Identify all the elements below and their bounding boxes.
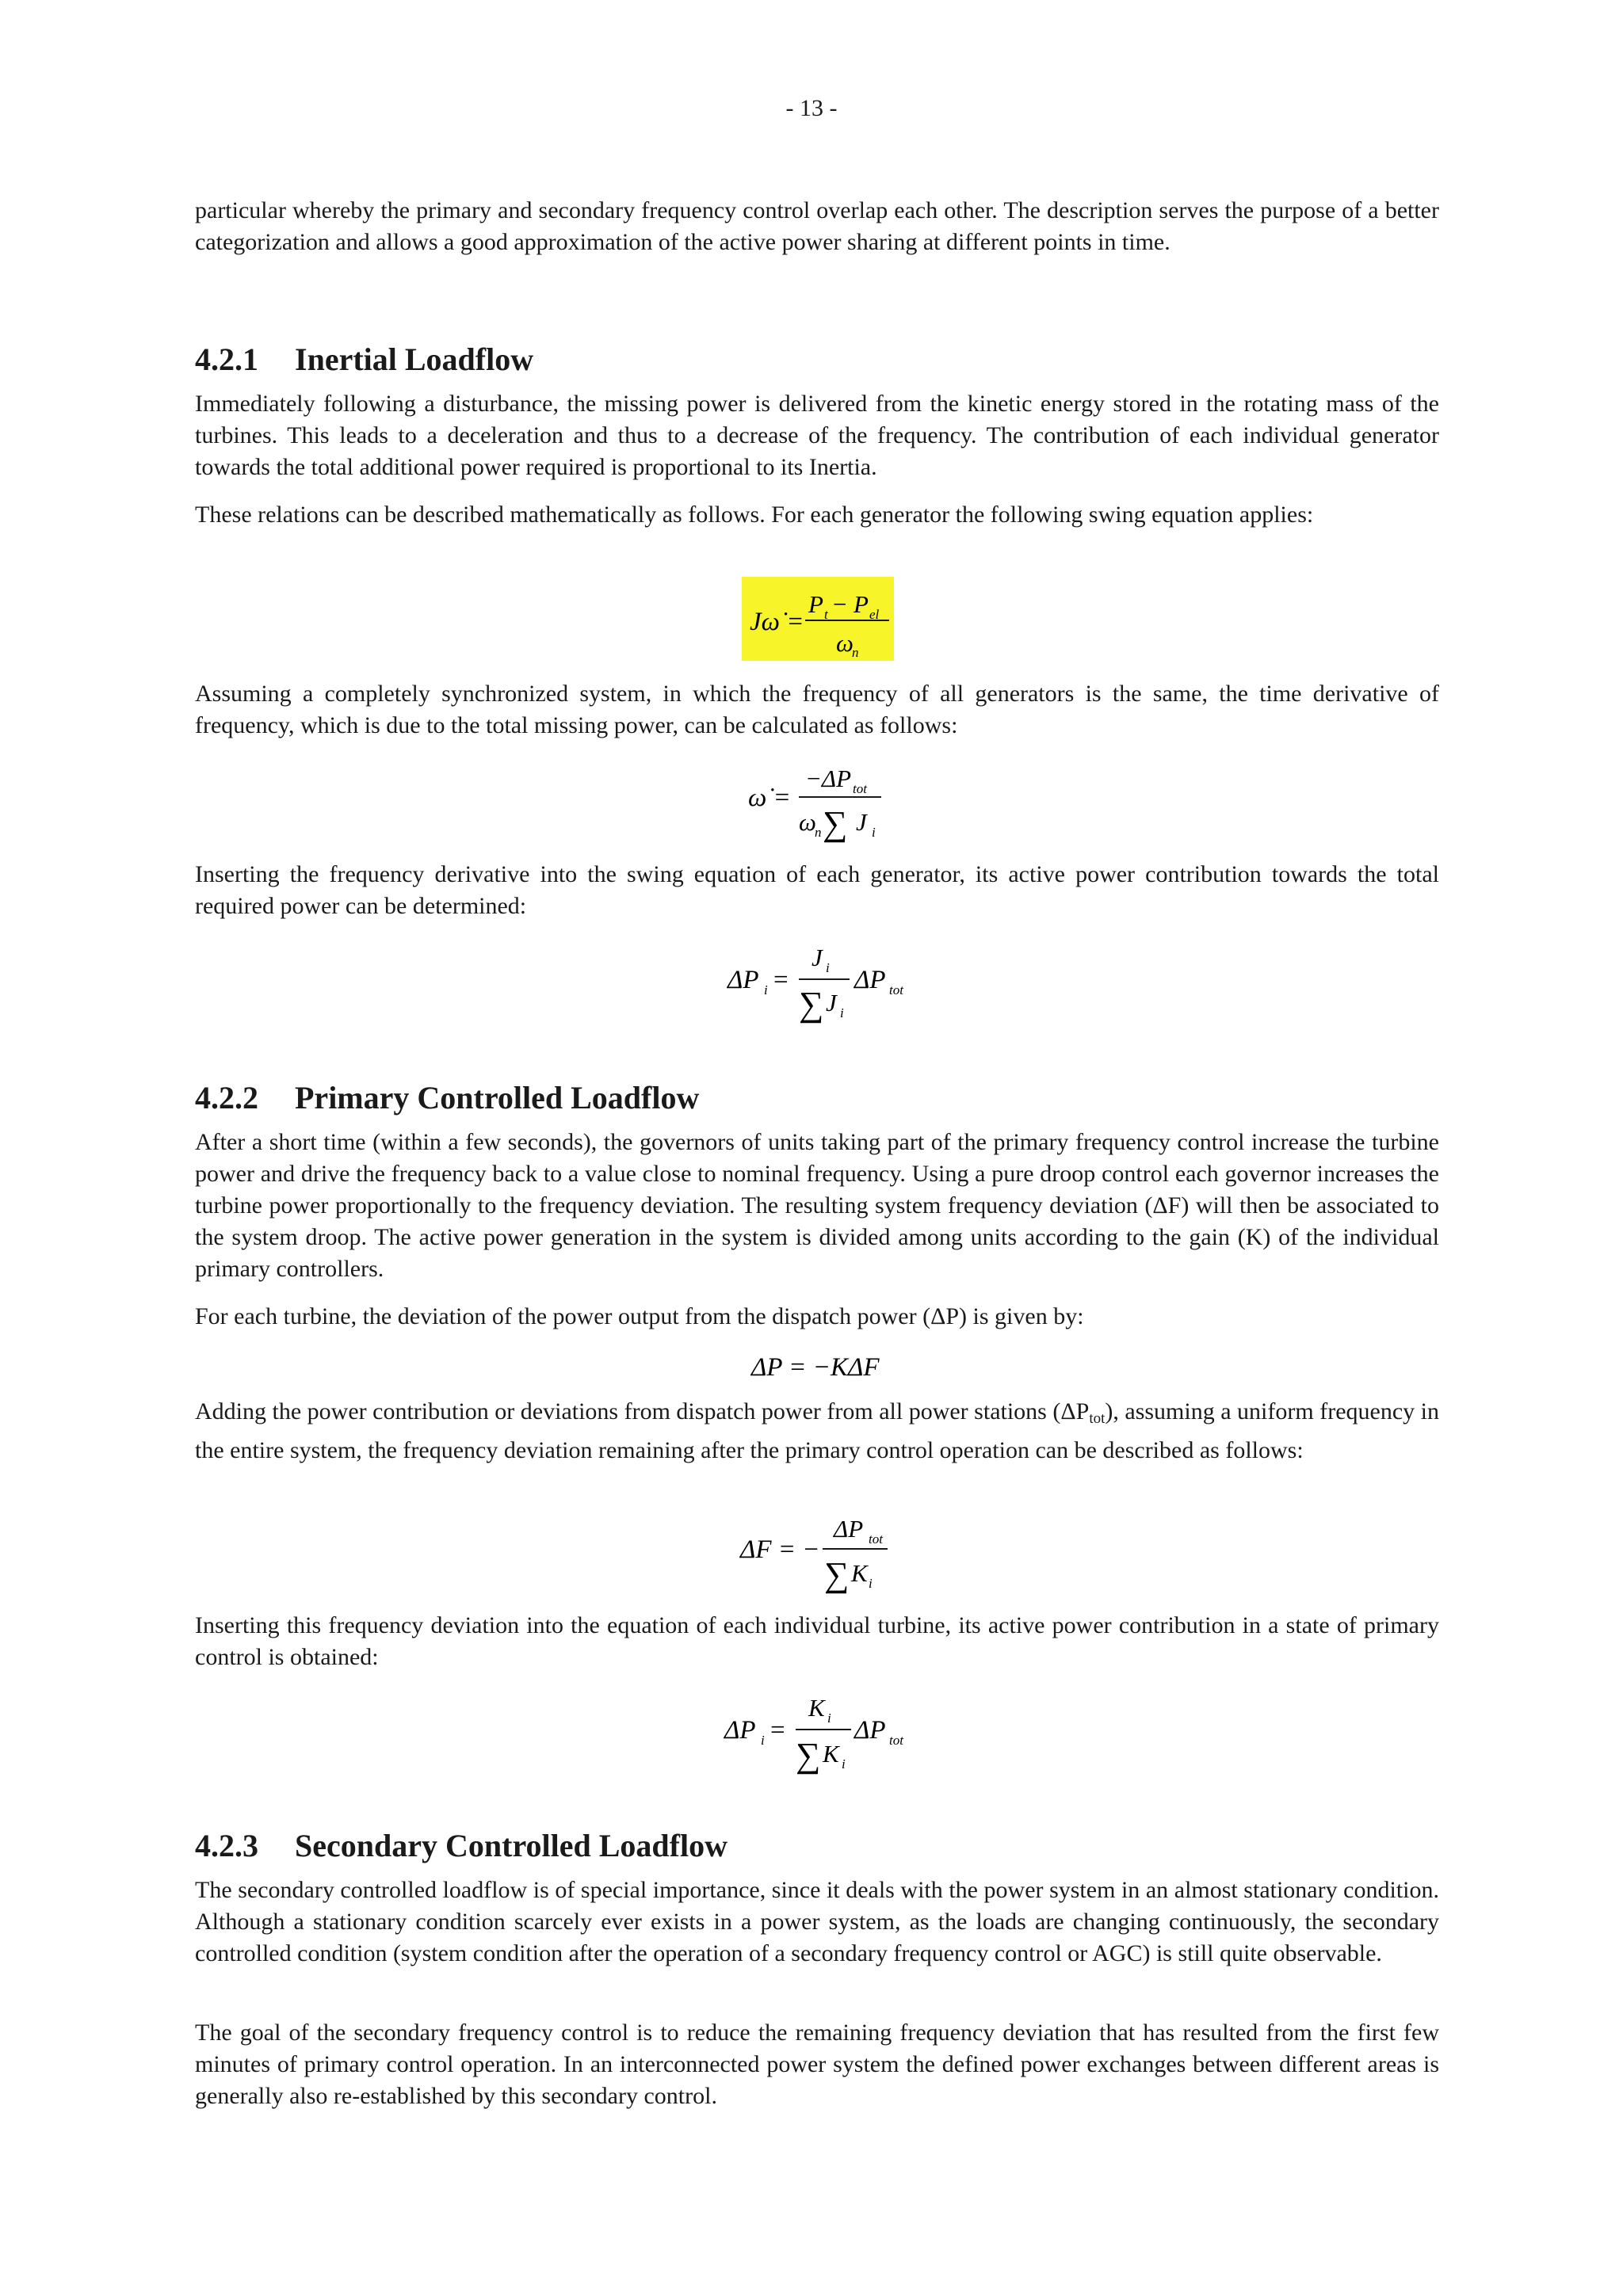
svg-text:∑: ∑: [799, 985, 824, 1024]
svg-text:tot: tot: [889, 1733, 903, 1748]
svg-text:i: i: [764, 982, 768, 997]
svg-text:−: −: [833, 590, 847, 618]
svg-text:P: P: [854, 590, 869, 618]
paragraph: After a short time (within a few seconds), the governors of units taking part of the primary frequency control increase the turbine power and drive the frequency back to a value close to nominal frequency. Using a pure droop control each governor increases the turbine power proportionally to the frequency deviation. The resulting system frequency deviation (ΔF) will then be associated to the system droop. The active power generation in the system is divided among units according to the gain (K) of the individual primary controllers.: [195, 1129, 1439, 1282]
section-number: 4.2.3: [195, 1828, 258, 1863]
svg-text:i: i: [842, 1756, 846, 1772]
section-number: 4.2.1: [195, 341, 258, 377]
svg-text:K: K: [851, 1559, 868, 1587]
svg-text:i: i: [826, 960, 830, 975]
eq-lhs: Jω̇ =: [750, 608, 804, 636]
svg-text:n: n: [815, 825, 822, 840]
droop-equation: [748, 1345, 891, 1385]
svg-text:ΔP: ΔP: [727, 966, 759, 994]
swing-equation: [742, 577, 894, 661]
paragraph: Assuming a completely synchronized system, in which the frequency of all generators is the same, the time derivative of frequency, which is due to the total missing power, can be calculated as follows:: [195, 681, 1439, 738]
svg-text:ΔP = −KΔF: ΔP = −KΔF: [751, 1353, 880, 1382]
svg-text:=: =: [773, 966, 789, 994]
svg-text:i: i: [872, 825, 876, 840]
paragraph: Immediately following a disturbance, the missing power is delivered from the kinetic energy stored in the rotating mass of the turbines. This leads to a deceleration and thus to a decrease of the frequency. The contribution of each individual generator towards the total additional power required is proportional to its Inertia.: [195, 391, 1439, 480]
svg-text:K: K: [823, 1740, 839, 1768]
svg-text:ΔP: ΔP: [834, 1515, 864, 1543]
svg-text:el: el: [869, 607, 880, 622]
svg-text:=: =: [770, 1716, 785, 1745]
svg-text:tot: tot: [889, 982, 903, 997]
paragraph: For each turbine, the deviation of the power output from the dispatch power (ΔP) is given by:: [195, 1303, 1084, 1329]
svg-text:ω: ω: [799, 808, 816, 836]
svg-text:i: i: [827, 1711, 831, 1726]
omega-dot-equation: [745, 757, 888, 845]
svg-text:ΔF = −: ΔF = −: [740, 1535, 820, 1564]
svg-text:t: t: [824, 607, 828, 622]
section-heading-4-2-3: [195, 1827, 1439, 1865]
svg-text:∑: ∑: [823, 804, 848, 843]
svg-text:∑: ∑: [824, 1555, 850, 1594]
svg-text:K: K: [808, 1694, 825, 1722]
section-heading-4-2-1: [195, 341, 1439, 379]
svg-text:ω̇ =: ω̇ =: [748, 784, 791, 812]
paragraph: Adding the power contribution or deviations from dispatch power from all power stations $(\Delta P_{tot})$, assuming a uniform frequency in the entire system, the frequency deviation remaining after the primary control operation can be described as follows:: [195, 1398, 1439, 1463]
svg-text:−ΔP: −ΔP: [805, 765, 852, 792]
inertial-power-share-equation: [723, 938, 913, 1027]
svg-text:i: i: [869, 1576, 873, 1591]
section-title: Secondary Controlled Loadflow: [295, 1828, 727, 1863]
paragraph: The secondary controlled loadflow is of special importance, since it deals with the power system in an almost stationary condition. Although a stationary condition scarcely ever exists in a power system, as the loads are changing continuously, the secondary controlled condition (system condition after the operation of a secondary frequency control or AGC) is still quite observable.: [195, 1877, 1439, 1966]
section-title: Primary Controlled Loadflow: [295, 1080, 700, 1116]
paragraph: These relations can be described mathematically as follows. For each generator the following swing equation applies:: [195, 502, 1314, 528]
section-title: Inertial Loadflow: [295, 341, 534, 377]
svg-text:n: n: [852, 645, 859, 660]
svg-text:tot: tot: [853, 781, 867, 796]
svg-text:ΔP: ΔP: [854, 966, 886, 994]
svg-text:tot: tot: [869, 1531, 883, 1547]
intro-paragraph: particular whereby the primary and secondary frequency control overlap each other. The description serves the purpose of a better categorization and allows a good approximation of the active power sharing at different points in time.: [195, 197, 1439, 255]
svg-text:J: J: [856, 808, 867, 836]
svg-text:ΔP: ΔP: [854, 1716, 886, 1745]
paragraph: Inserting this frequency deviation into the equation of each individual turbine, its active power contribution in a state of primary control is obtained:: [195, 1612, 1439, 1670]
paragraph: Inserting the frequency derivative into the swing equation of each generator, its active power contribution towards the total required power can be determined:: [195, 861, 1439, 919]
svg-text:∑: ∑: [796, 1736, 821, 1775]
svg-text:ΔP: ΔP: [724, 1716, 756, 1745]
section-number: 4.2.2: [195, 1080, 258, 1116]
primary-power-share-equation: [720, 1688, 913, 1776]
eq-num: P: [808, 590, 823, 618]
paragraph: The goal of the secondary frequency control is to reduce the remaining frequency deviation that has resulted from the first few minutes of primary control operation. In an interconnected power system the defined power exchanges between different areas is generally also re-established by this secondary control.: [195, 2019, 1439, 2109]
section-heading-4-2-2: [195, 1079, 1439, 1117]
page-number: - 13 -: [785, 95, 838, 121]
svg-text:J: J: [826, 989, 837, 1016]
svg-text:ω: ω: [836, 629, 854, 657]
frequency-deviation-equation: [737, 1508, 896, 1596]
svg-text:J: J: [812, 944, 823, 971]
svg-text:i: i: [840, 1005, 844, 1020]
svg-text:i: i: [761, 1733, 765, 1748]
